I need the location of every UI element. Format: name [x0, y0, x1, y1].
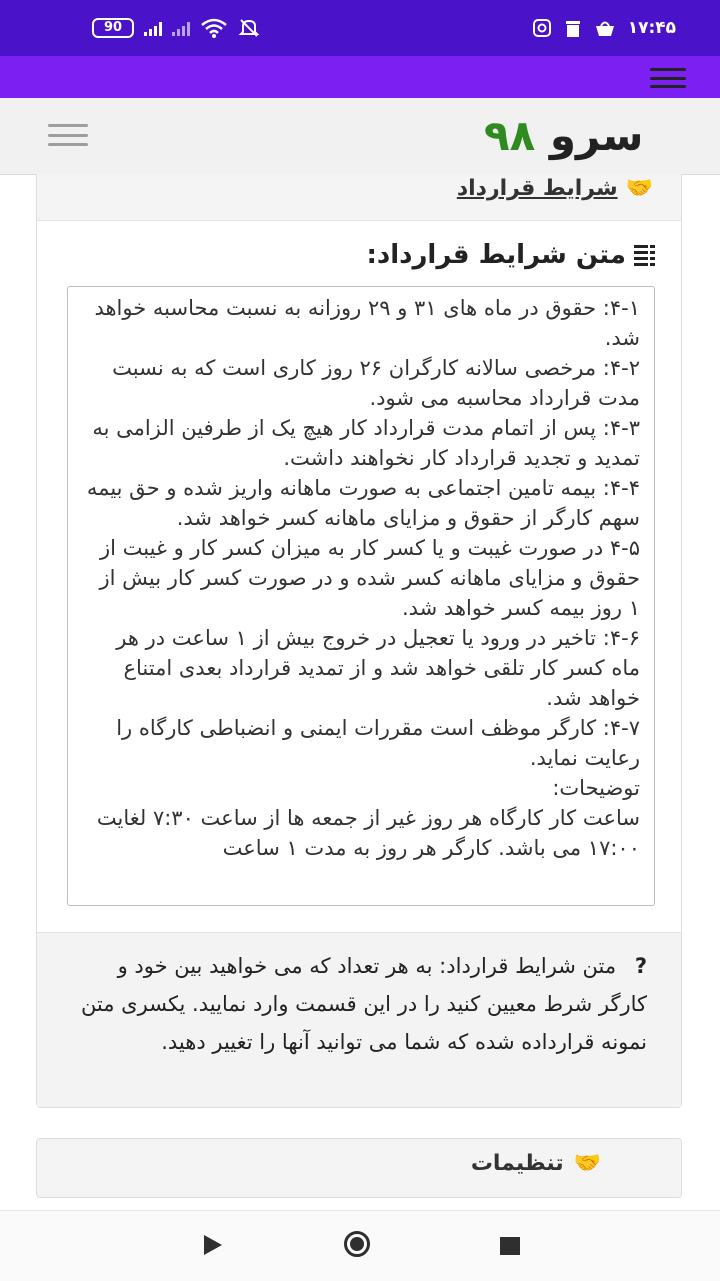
- system-nav-bar: [0, 1210, 720, 1281]
- contract-terms-link[interactable]: [457, 176, 653, 201]
- handshake-icon: 🤝: [573, 1151, 601, 1176]
- status-left: [92, 14, 260, 42]
- wifi-icon: [200, 18, 228, 38]
- contract-terms-link-label: شرایط قرارداد: [456, 176, 618, 201]
- top-nav-bar: [0, 56, 720, 98]
- status-right: [532, 14, 676, 42]
- contract-terms-textarea[interactable]: [67, 286, 655, 906]
- status-bar: [0, 0, 720, 56]
- logo-word: سرو: [549, 111, 644, 160]
- shopping-basket-icon: [594, 18, 616, 38]
- settings-title-label: تنظیمات: [470, 1151, 564, 1176]
- signal-weak-icon: [172, 20, 190, 36]
- help-text-body: متن شرایط قرارداد: به هر تعداد که می خواهید بین خود و کارگر شرط معیین کنید را در این قسمت وارد نمایید. یکسری متن نمونه قرارداده شده که شما می توانید آنها را تغییر دهید.: [80, 954, 647, 1054]
- settings-title[interactable]: [471, 1151, 601, 1176]
- back-icon[interactable]: [204, 1235, 222, 1255]
- home-icon[interactable]: [344, 1231, 370, 1257]
- battery-icon: 90: [92, 18, 134, 38]
- card-header: [37, 174, 681, 221]
- menu-icon[interactable]: [650, 68, 686, 88]
- settings-card[interactable]: [36, 1138, 682, 1198]
- signal-icon: [144, 20, 162, 36]
- instagram-icon: [532, 18, 552, 38]
- help-text: [71, 947, 647, 1061]
- section-title-label: متن شرایط قرارداد:: [366, 240, 626, 270]
- question-icon: ?: [634, 954, 647, 978]
- bell-off-icon: [238, 17, 260, 39]
- section-title: [366, 240, 655, 270]
- trash-icon: [564, 18, 582, 38]
- help-box: [37, 932, 681, 1107]
- site-menu-icon[interactable]: [48, 124, 88, 146]
- clock: ۱۷:۴۵: [627, 18, 676, 38]
- logo-number: ۹۸: [484, 111, 536, 160]
- handshake-icon: 🤝: [625, 176, 653, 201]
- list-icon: [634, 245, 655, 266]
- recent-apps-icon[interactable]: [500, 1237, 520, 1255]
- contract-terms-text[interactable]: ۴-۱: حقوق در ماه های ۳۱ و ۲۹ روزانه به نسبت محاسبه خواهد شد. ۴-۲: مرخصی سالانه کارگران ۲۶ روز کاری است که به نسبت مدت قرارداد محاسبه می شود. ۴-۳: پس از اتمام مدت قرارداد کار هیچ یک از طرفین الزامی به تمدید و تجدید قرارداد کار نخواهند داشت. ۴-۴: بیمه تامین اجتماعی به صورت ماهانه واریز شده و حق بیمه سهم کارگر از حقوق و مزایای ماهانه کسر خواهد شد. ۴-۵ در صورت غیبت و یا کسر کار به میزان کسر کار و غیبت از حقوق و مزایای ماهانه کسر شده و در صورت کسر کار بیش از ۱ روز بیمه کسر خواهد شد. ۴-۶: تاخیر در ورود یا تعجیل در خروج بیش از ۱ ساعت در هر ماه کسر کار تلقی خواهد شد و از تمدید قرارداد بعدی امتناع خواهد شد. ۴-۷: کارگر موظف است مقررات ایمنی و انضباطی کارگاه را رعایت نماید. توضیحات: ساعت کار کارگاه هر روز غیر از جمعه ها از ساعت ۷:۳۰ لغایت ۱۷:۰۰ می باشد. کارگر هر روز به مدت ۱ ساعت: [86, 296, 640, 860]
- site-logo[interactable]: [484, 112, 643, 160]
- contract-terms-card: [36, 174, 682, 1108]
- site-header: [0, 98, 720, 175]
